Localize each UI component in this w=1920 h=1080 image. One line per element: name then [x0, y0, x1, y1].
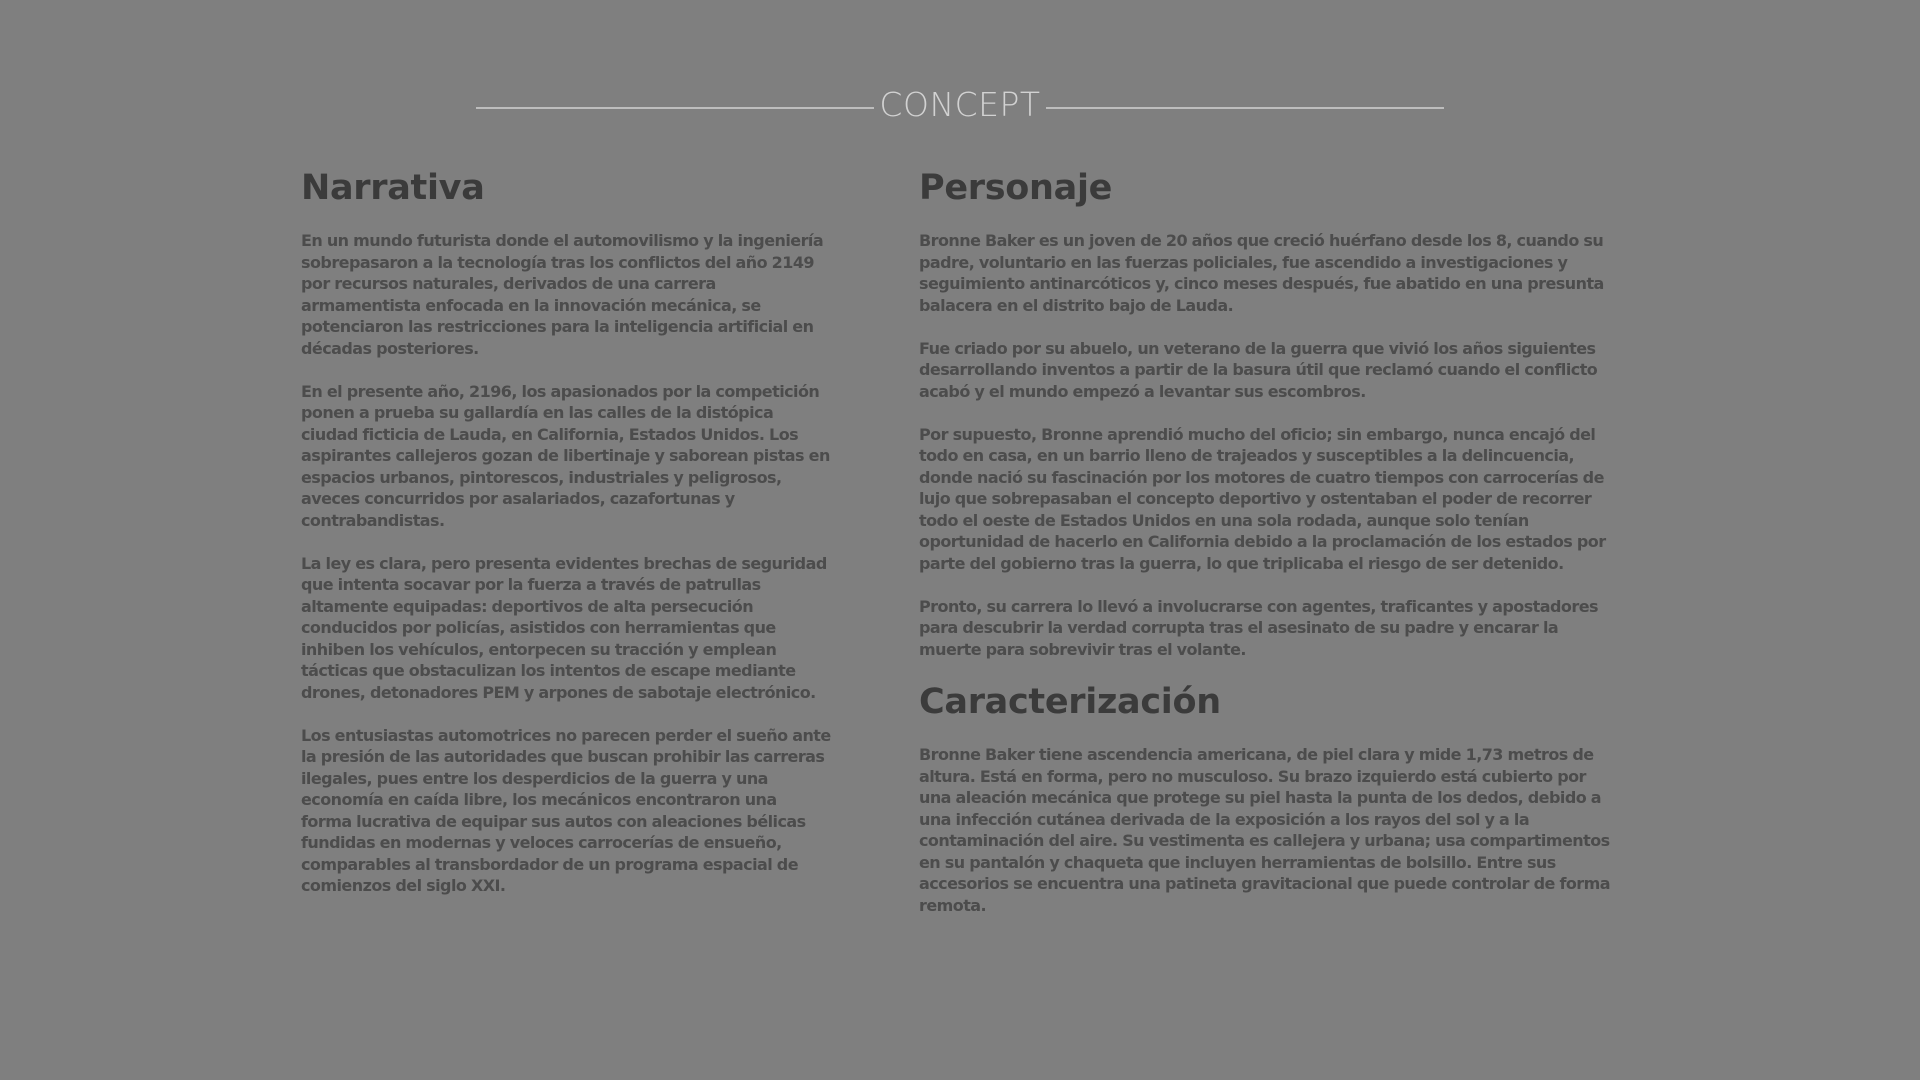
personaje-paragraph: Pronto, su carrera lo llevó a involucrarse con agentes, traficantes y apostadores para descubrir la verdad corrupta tras el asesinato de su padre y encarar la muerte para sobrevivir tras el volante.: [919, 596, 1598, 659]
narrativa-paragraph: La ley es clara, pero presenta evidentes brechas de seguridad que intenta socavar por la fuerza a través de patrullas altamente equipadas: deportivos de alta persecución conducidos por policías, asistidos con herramientas que inhiben los vehículos, entorpecen su tracción y emplean tácticas que obstaculizan los intentos de escape mediante drones, detonadores PEM y arpones de sabotaje electrónico.: [301, 553, 827, 702]
personaje-body: [919, 230, 1619, 660]
header-rule-right: [1046, 107, 1444, 109]
personaje-section: [919, 166, 1619, 916]
narrativa-paragraph: En el presente año, 2196, los apasionados por la competición ponen a prueba su gallardía en las calles de la distópica ciudad ficticia de Lauda, en California, Estados Unidos. Los aspirantes callejeros gozan de libertinaje y saborean pistas en espacios urbanos, pintorescos, industriales y peligrosos, aveces concurridos por asalariados, cazafortunas y contrabandistas.: [301, 381, 830, 530]
narrativa-heading: Narrativa: [301, 168, 485, 208]
personaje-paragraph: Por supuesto, Bronne aprendió mucho del oficio; sin embargo, nunca encajó del todo en casa, en un barrio lleno de trajeados y susceptibles a la delincuencia, donde nació su fascinación por los motores de cuatro tiempos con carrocerías de lujo que sobrepasaban el concepto deportivo y ostentaban el poder de recorrer todo el oeste de Estados Unidos en una sola rodada, aunque solo tenían oportunidad de hacerlo en California debido a la proclamación de los estados por parte del gobierno tras la guerra, lo que triplicaba el riesgo de ser detenido.: [919, 424, 1606, 573]
page-title: CONCEPT: [879, 85, 1041, 124]
narrativa-section: [301, 166, 831, 897]
caracterizacion-heading: Caracterización: [919, 682, 1221, 722]
narrativa-paragraph: Los entusiastas automotrices no parecen perder el sueño ante la presión de las autoridades que buscan prohibir las carreras ilegales, pues entre los desperdicios de la guerra y una economía en caída libre, los mecánicos encontraron una forma lucrativa de equipar sus autos con aleaciones bélicas fundidas en modernas y veloces carrocerías de ensueño, comparables al transbordador de un programa espacial de comienzos del siglo XXI.: [301, 725, 831, 895]
caracterizacion-paragraph: Bronne Baker tiene ascendencia americana, de piel clara y mide 1,73 metros de altura. Está en forma, pero no musculoso. Su brazo izquierdo está cubierto por una aleación mecánica que protege su piel hasta la punta de los dedos, debido a una infección cutánea derivada de la exposición a los rayos del sol y a la contaminación del aire. Su vestimenta es callejera y urbana; usa compartimentos en su pantalón y chaqueta que incluyen herramientas de bolsillo. Entre sus accesorios se encuentra una patineta gravitacional que puede controlar de forma remota.: [919, 745, 1611, 915]
caracterizacion-body: [919, 744, 1619, 916]
personaje-paragraph: Fue criado por su abuelo, un veterano de la guerra que vivió los años siguientes desarrollando inventos a partir de la basura útil que reclamó cuando el conflicto acabó y el mundo empezó a levantar sus escombros.: [919, 338, 1598, 401]
personaje-paragraph: Bronne Baker es un joven de 20 años que creció huérfano desde los 8, cuando su padre, voluntario en las fuerzas policiales, fue ascendido a investigaciones y seguimiento antinarcóticos y, cinco meses después, fue abatido en una presunta balacera en el distrito bajo de Lauda.: [919, 231, 1604, 315]
narrativa-body: [301, 230, 831, 897]
narrativa-paragraph: En un mundo futurista donde el automovilismo y la ingeniería sobrepasaron a la tecnología tras los conflictos del año 2149 por recursos naturales, derivados de una carrera armamentista enfocada en la innovación mecánica, se potenciaron las restricciones para la inteligencia artificial en décadas posteriores.: [301, 231, 824, 358]
concept-header: [476, 84, 1444, 132]
personaje-heading: Personaje: [919, 168, 1113, 208]
